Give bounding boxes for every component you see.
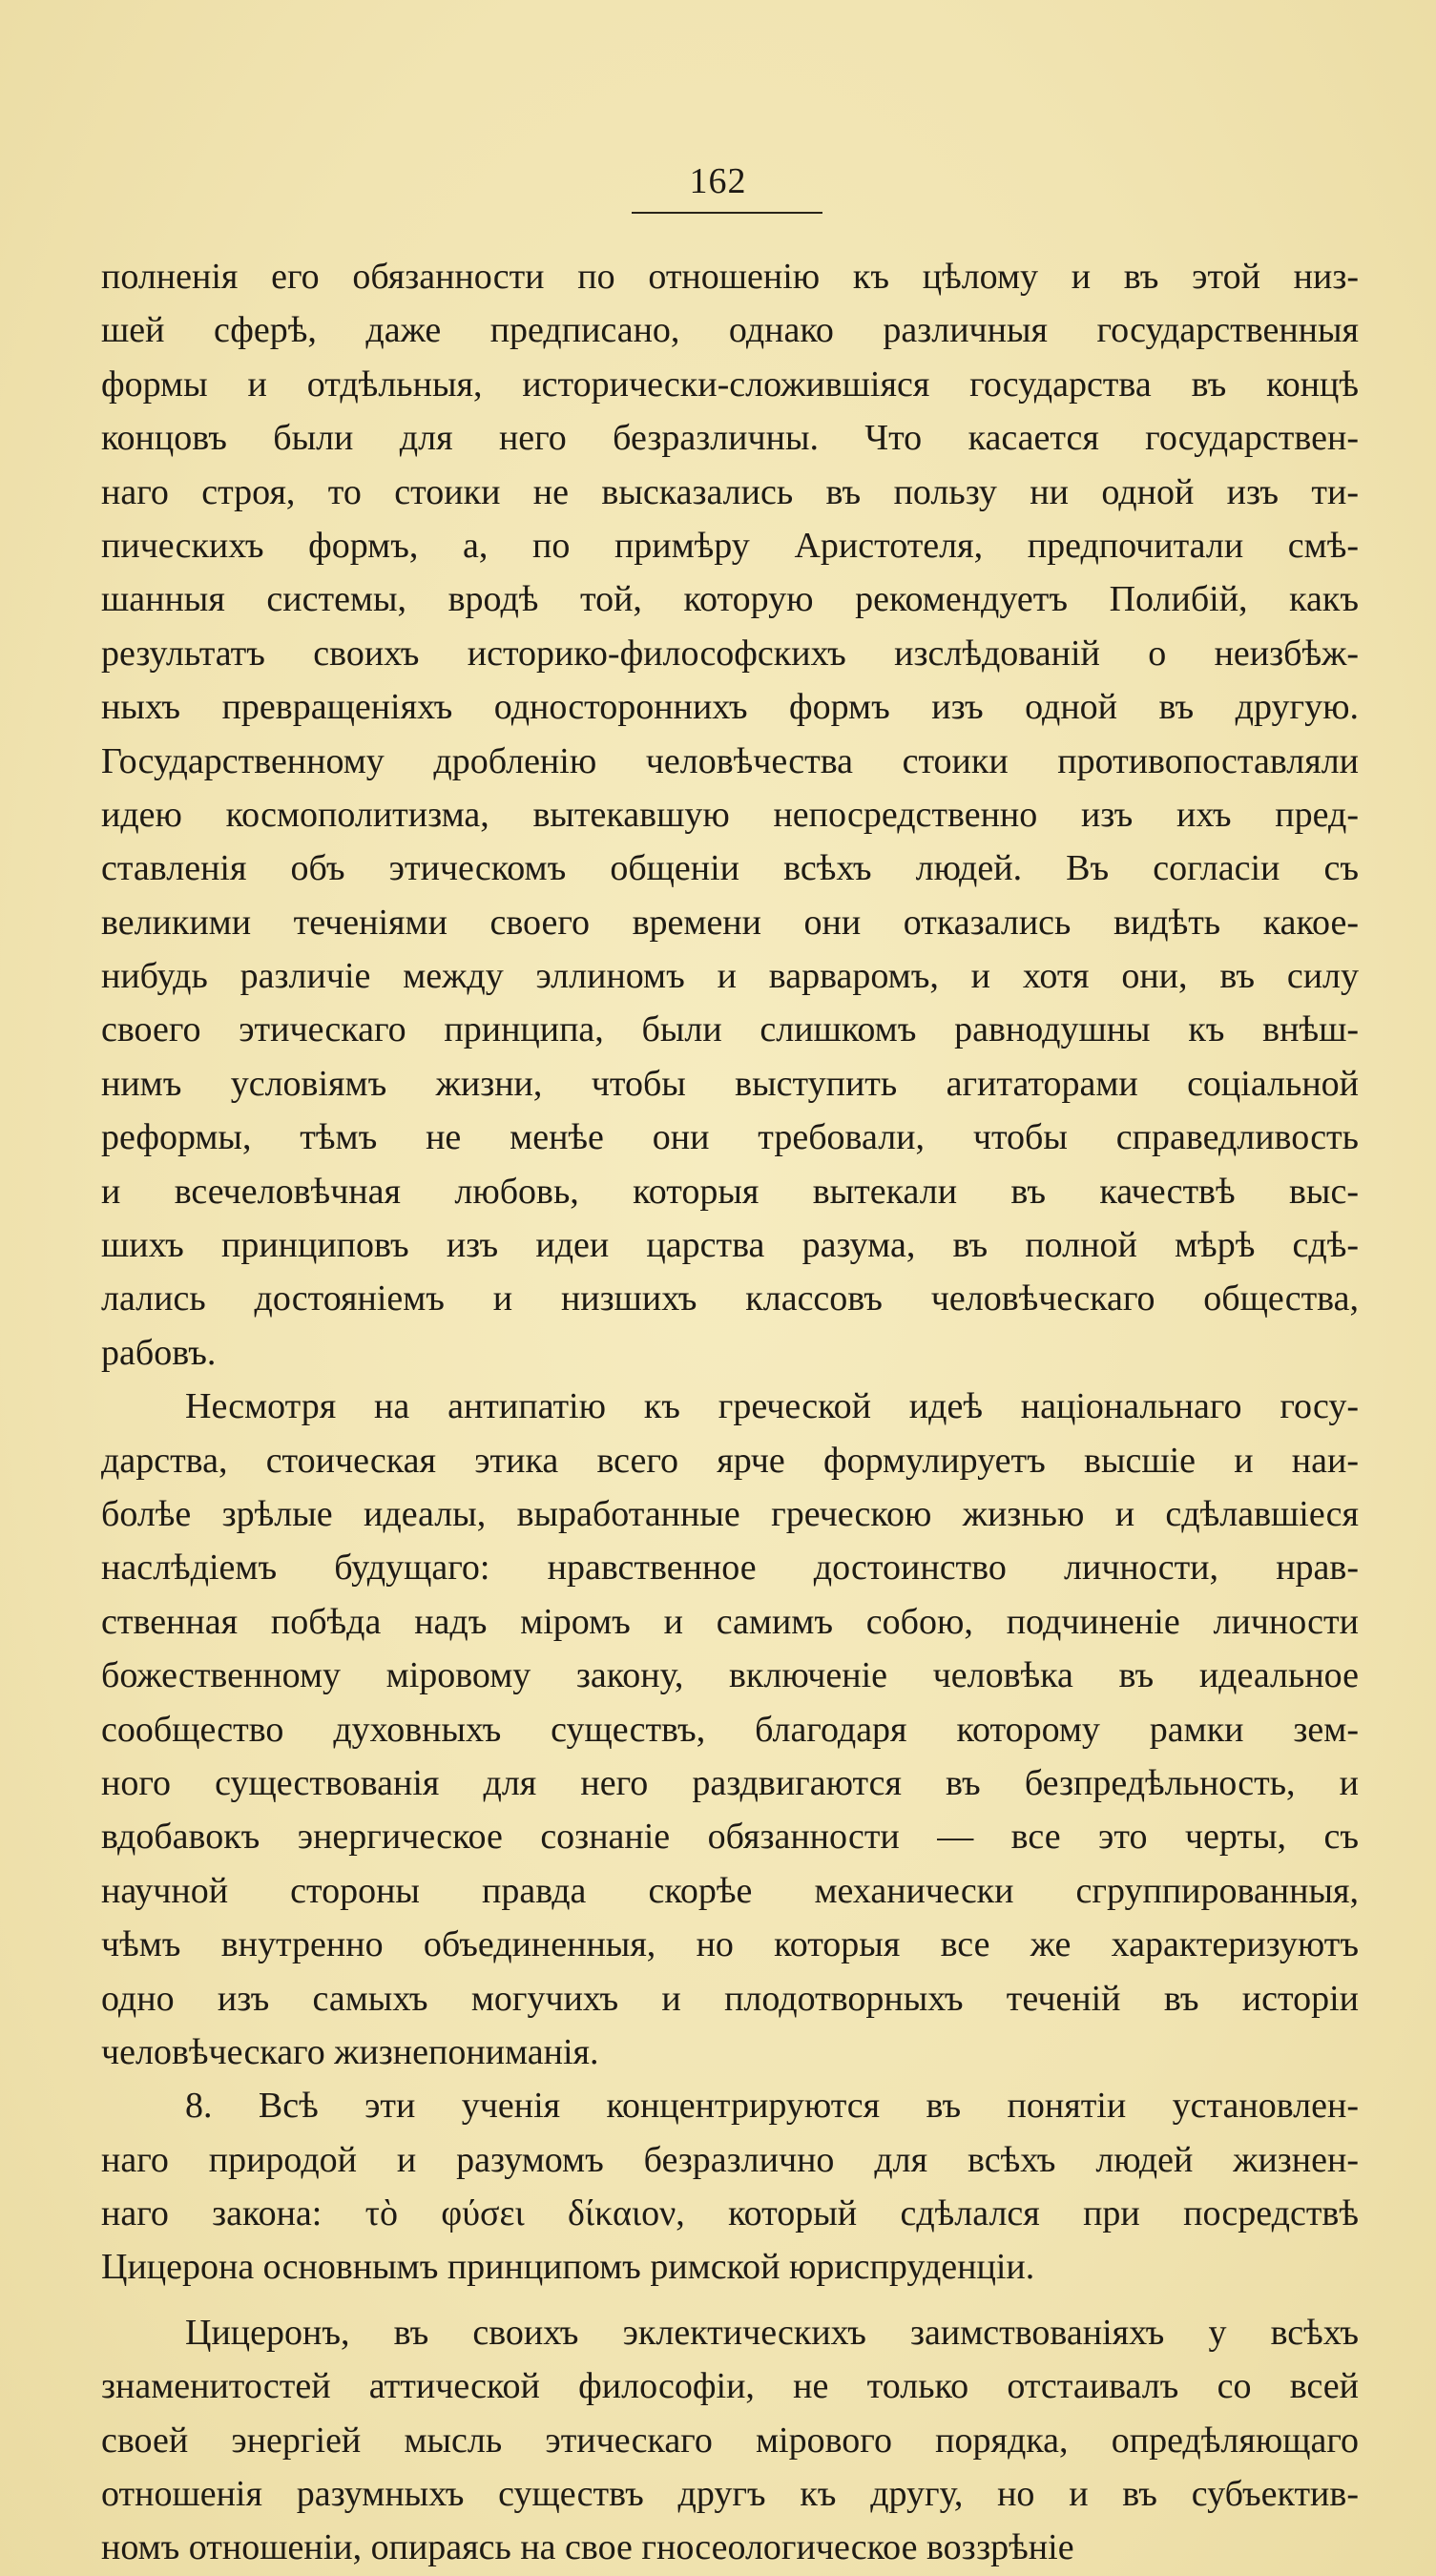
- text-line: великими теченіями своего времени они отказались видѣть какое-: [101, 902, 1359, 943]
- text-line: Государственному дробленію человѣчества стоики противопоставляли: [101, 740, 1359, 781]
- text-line: шей сферѣ, даже предписано, однако различныя государственныя: [101, 310, 1359, 351]
- paragraph: [101, 2079, 1359, 2295]
- text-line: ставленія объ этическомъ общеніи всѣхъ людей. Въ согласіи съ: [101, 848, 1359, 889]
- text-line: 8. Всѣ эти ученія концентрируются въ понятіи установлен-: [185, 2086, 1359, 2127]
- text-line: Цицерона основнымъ принципомъ римской юриспруденціи.: [101, 2247, 1035, 2288]
- text-line: шанныя системы, вродѣ той, которую рекомендуетъ Полибій, какъ: [101, 579, 1359, 620]
- body-text: [101, 250, 1359, 2575]
- text-line: дарства, стоическая этика всего ярче формулируетъ высшіе и наи-: [101, 1440, 1359, 1481]
- text-line: своего этическаго принципа, были слишкомъ равнодушны къ внѣш-: [101, 1009, 1359, 1050]
- text-line: одно изъ самыхъ могучихъ и плодотворныхъ теченій въ исторіи: [101, 1978, 1359, 2019]
- text-line: болѣе зрѣлые идеалы, выработанные греческою жизнью и сдѣлавшіеся: [101, 1493, 1359, 1534]
- text-line: наго строя, то стоики не высказались въ пользу ни одной изъ ти-: [101, 471, 1359, 512]
- text-line: рабовъ.: [101, 1332, 217, 1373]
- text-line: формы и отдѣльныя, исторически-сложившіяся государства въ концѣ: [101, 364, 1359, 405]
- text-line: нибудь различіе между эллиномъ и варваромъ, и хотя они, въ силу: [101, 956, 1359, 997]
- text-line: результатъ своихъ историко-философскихъ изслѣдованій о неизбѣж-: [101, 633, 1359, 674]
- paragraph: [101, 1380, 1359, 2079]
- text-line: знаменитостей аттической философіи, не только отстаивалъ со всей: [101, 2366, 1359, 2407]
- paragraph: [101, 2306, 1359, 2575]
- text-line: наслѣдіемъ будущаго: нравственное достоинство личности, нрав-: [101, 1548, 1359, 1589]
- text-line: идею космополитизма, вытекавшую непосредственно изъ ихъ пред-: [101, 794, 1359, 835]
- text-line: ственная побѣда надъ міромъ и самимъ собою, подчиненіе личности: [101, 1601, 1359, 1642]
- text-line: божественному міровому закону, включеніе человѣка въ идеальное: [101, 1655, 1359, 1696]
- header-rule: [632, 212, 822, 214]
- text-line: Цицеронъ, въ своихъ эклектическихъ заимствованіяхъ у всѣхъ: [185, 2312, 1359, 2353]
- paragraph: [101, 250, 1359, 1380]
- text-line: наго закона: τὸ φύσει δίκαιον, который сдѣлался при посредствѣ: [101, 2193, 1359, 2234]
- text-line: нимъ условіямъ жизни, чтобы выступить агитаторами соціальной: [101, 1063, 1359, 1104]
- paragraph-gap: [101, 2295, 1359, 2306]
- text-line: отношенія разумныхъ существъ другъ къ другу, но и въ субъектив-: [101, 2474, 1359, 2515]
- text-line: и всечеловѣчная любовь, которыя вытекали въ качествѣ выс-: [101, 1171, 1359, 1212]
- text-line: реформы, тѣмъ не менѣе они требовали, чтобы справедливость: [101, 1117, 1359, 1158]
- text-line: сообщество духовныхъ существъ, благодаря которому рамки зем-: [101, 1709, 1359, 1750]
- text-line: вдобавокъ энергическое сознаніе обязанности — все это черты, съ: [101, 1817, 1359, 1858]
- text-line: пическихъ формъ, а, по примѣру Аристотеля, предпочитали смѣ-: [101, 525, 1359, 566]
- text-line: лались достояніемъ и низшихъ классовъ человѣческаго общества,: [101, 1278, 1359, 1319]
- text-line: ного существованія для него раздвигаются въ безпредѣльность, и: [101, 1762, 1359, 1803]
- text-line: концовъ были для него безразличны. Что касается государствен-: [101, 418, 1359, 459]
- text-line: научной стороны правда скорѣе механически сгруппированныя,: [101, 1870, 1359, 1911]
- text-line: шихъ принциповъ изъ идеи царства разума, въ полной мѣрѣ сдѣ-: [101, 1225, 1359, 1266]
- text-line: своей энергіей мысль этическаго мірового порядка, опредѣляющаго: [101, 2420, 1359, 2461]
- text-line: наго природой и разумомъ безразлично для всѣхъ людей жизнен-: [101, 2139, 1359, 2180]
- page-number: 162: [689, 161, 747, 201]
- text-line: чѣмъ внутренно объединенныя, но которыя все же характеризуютъ: [101, 1924, 1359, 1965]
- text-line: ныхъ превращеніяхъ одностороннихъ формъ изъ одной въ другую.: [101, 687, 1359, 728]
- text-line: Несмотря на антипатію къ греческой идеѣ національнаго госу-: [185, 1386, 1359, 1427]
- text-line: полненія его обязанности по отношенію къ цѣлому и въ этой низ-: [101, 257, 1359, 297]
- text-line: человѣческаго жизнепониманія.: [101, 2031, 599, 2072]
- text-line: номъ отношеніи, опираясь на свое гносеологическое воззрѣніе: [101, 2527, 1074, 2568]
